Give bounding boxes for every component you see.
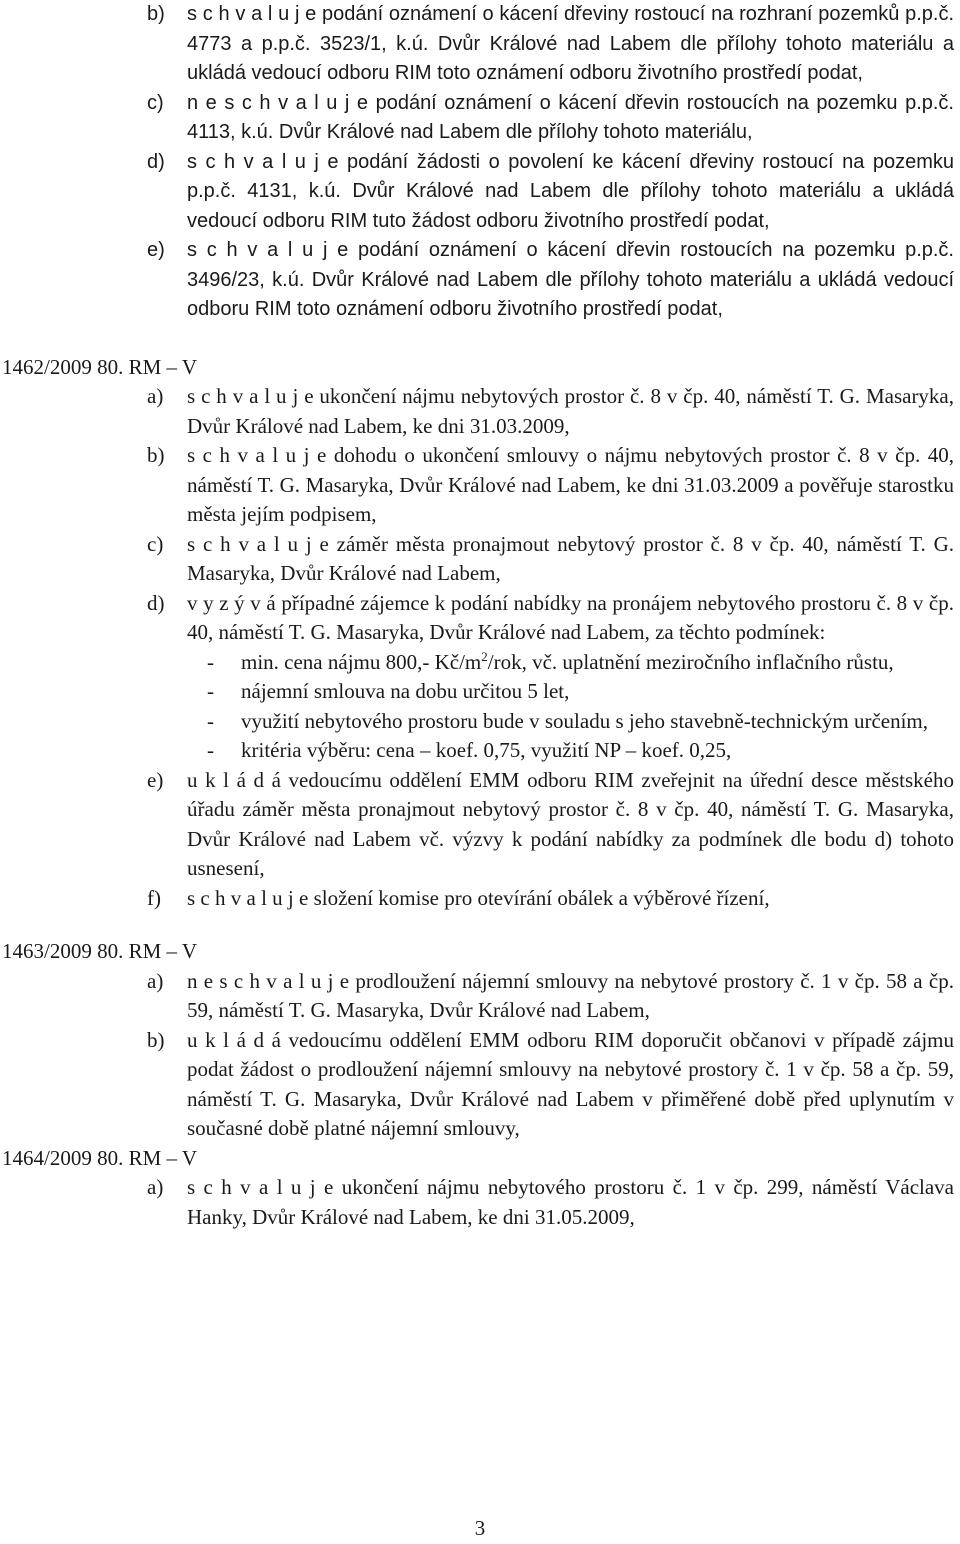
item-keyword: n e s c h v a l u j e	[187, 968, 350, 993]
item-label: a)	[147, 968, 164, 993]
item-text: dohodu o ukončení smlouvy o nájmu nebytových prostor č. 8 v čp. 40, náměstí T. G. Masaryka, Dvůr Králové nad Labem, ke dni 31.03.2009 a pověřuje starostku města jejím podpisem,	[187, 443, 954, 526]
item-keyword: s c h v a l u j e	[187, 885, 309, 910]
list-item	[0, 382, 960, 441]
item-keyword: s c h v a l u j e	[187, 1175, 334, 1199]
condition-text: kritéria výběru: cena – koef. 0,75, využití NP – koef. 0,25,	[241, 738, 732, 762]
list-item	[0, 530, 960, 589]
list-item	[0, 89, 960, 148]
item-text: ukončení nájmu nebytových prostor č. 8 v čp. 40, náměstí T. G. Masaryka, Dvůr Králové nad Labem, ke dni 31.03.2009,	[187, 384, 955, 438]
dash-marker: -	[207, 708, 214, 733]
list-item	[0, 148, 960, 237]
resolution-heading: 1462/2009 80. RM – V	[2, 354, 198, 379]
item-text: podání žádosti o povolení ke kácení dřeviny rostoucí na pozemku p.p.č. 4131, k.ú. Dvůr Králové nad Labem dle přílohy tohoto materiálu a ukládá vedoucí odboru RIM tuto žádost odboru životního prostředí podat,	[187, 150, 954, 232]
list-item	[0, 766, 960, 884]
item-keyword: s c h v a l u j e	[187, 3, 317, 25]
list-item	[0, 236, 960, 325]
item-text: prodloužení nájemní smlouvy na nebytové prostory č. 1 v čp. 58 a čp. 59, náměstí T. G. Masaryka, Dvůr Králové nad Labem,	[187, 968, 954, 1022]
item-text: ukončení nájmu nebytového prostoru č. 1 v čp. 299, náměstí Václava Hanky, Dvůr Králové nad Labem, ke dni 31.05.2009,	[187, 1175, 954, 1229]
item-text: podání oznámení o kácení dřeviny rostoucí na rozhraní pozemků p.p.č. 4773 a p.p.č. 3523/1, k.ú. Dvůr Králové nad Labem dle přílohy tohoto materiálu a ukládá vedoucí odboru RIM toto oznámení odboru životního prostředí podat,	[187, 3, 954, 84]
item-keyword: s c h v a l u j e	[187, 384, 314, 408]
item-label: e)	[147, 767, 164, 792]
top-items	[0, 0, 960, 325]
item-label: b)	[147, 443, 165, 467]
item-label: e)	[147, 239, 165, 261]
list-item	[0, 1026, 960, 1144]
list-item	[0, 0, 960, 89]
item-keyword: v y z ý v á	[187, 590, 276, 615]
list-item	[0, 967, 960, 1026]
condition-text: min. cena nájmu 800,- Kč/m	[241, 649, 482, 674]
item-label: c)	[147, 531, 164, 556]
dash-marker: -	[207, 738, 214, 762]
item-text: podání oznámení o kácení dřevin rostoucích na pozemku p.p.č. 4113, k.ú. Dvůr Králové nad Labem dle přílohy tohoto materiálu,	[187, 91, 954, 143]
item-keyword: s c h v a l u j e	[187, 443, 327, 467]
item-keyword: n e s c h v a l u j e	[187, 91, 369, 114]
resolution-heading: 1463/2009 80. RM – V	[2, 939, 198, 963]
resolution-1463	[0, 937, 960, 1144]
resolution-1464	[0, 1144, 960, 1233]
item-label: c)	[147, 91, 164, 114]
condition-text: nájemní smlouva na dobu určitou 5 let,	[241, 679, 570, 703]
list-item	[0, 1173, 960, 1232]
item-keyword: s c h v a l u j e	[187, 150, 339, 173]
item-label: d)	[147, 590, 165, 615]
dash-marker: -	[207, 679, 214, 703]
condition-text: /rok, vč. uplatnění meziročního inflačního růstu,	[487, 649, 894, 674]
item-keyword: u k l á d á	[187, 767, 281, 792]
item-keyword: s c h v a l u j e	[187, 531, 329, 556]
list-item	[0, 589, 960, 648]
item-label: f)	[147, 885, 161, 910]
item-text: vedoucímu oddělení EMM odboru RIM doporučit občanovi v případě zájmu podat žádost o prodloužení nájemní smlouvy na nebytové prostory č. 1 v čp. 58 a čp. 59, náměstí T. G. Masaryka, Dvůr Králové nad Labem v přiměřené době před uplynutím v současné době platné nájemní smlouvy,	[187, 1027, 954, 1140]
item-text: vedoucímu oddělení EMM odboru RIM zveřejnit na úřední desce městského úřadu záměr města pronajmout nebytový prostor č. 8 v čp. 40, náměstí T. G. Masaryka, Dvůr Králové nad Labem vč. výzvy k podání nabídky za podmínek dle bodu d) tohoto usnesení,	[187, 767, 954, 880]
resolution-1462	[0, 353, 960, 914]
condition-item	[207, 677, 954, 707]
resolution-heading: 1464/2009 80. RM – V	[2, 1145, 198, 1170]
dash-marker: -	[207, 649, 214, 674]
item-text: případné zájemce k podání nabídky na pronájem nebytového prostoru č. 8 v čp. 40, náměstí T. G. Masaryka, Dvůr Králové nad Labem, za těchto podmínek:	[187, 590, 954, 644]
condition-text: využití nebytového prostoru bude v souladu s jeho stavebně-technickým určením,	[241, 708, 929, 733]
list-item	[0, 884, 960, 914]
item-label: b)	[147, 3, 165, 25]
condition-item	[207, 707, 954, 737]
conditions-list	[0, 648, 960, 766]
condition-item	[207, 648, 954, 678]
condition-item	[207, 736, 954, 766]
item-keyword: u k l á d á	[187, 1027, 281, 1052]
page-number: 3	[474, 1516, 486, 1540]
item-label: a)	[147, 1175, 164, 1199]
item-text: podání oznámení o kácení dřevin rostoucích na pozemku p.p.č. 3496/23, k.ú. Dvůr Králové nad Labem dle přílohy tohoto materiálu a ukládá vedoucí odboru RIM toto oznámení odboru životního prostředí podat,	[187, 239, 954, 320]
item-label: d)	[147, 150, 165, 173]
list-item	[0, 441, 960, 530]
item-keyword: s c h v a l u j e	[187, 239, 349, 261]
superscript: 2	[481, 648, 488, 664]
item-text: záměr města pronajmout nebytový prostor č. 8 v čp. 40, náměstí T. G. Masaryka, Dvůr Králové nad Labem,	[187, 531, 954, 585]
item-label: a)	[147, 384, 164, 408]
item-text: složení komise pro otevírání obálek a výběrové řízení,	[308, 885, 770, 910]
item-label: b)	[147, 1027, 165, 1052]
